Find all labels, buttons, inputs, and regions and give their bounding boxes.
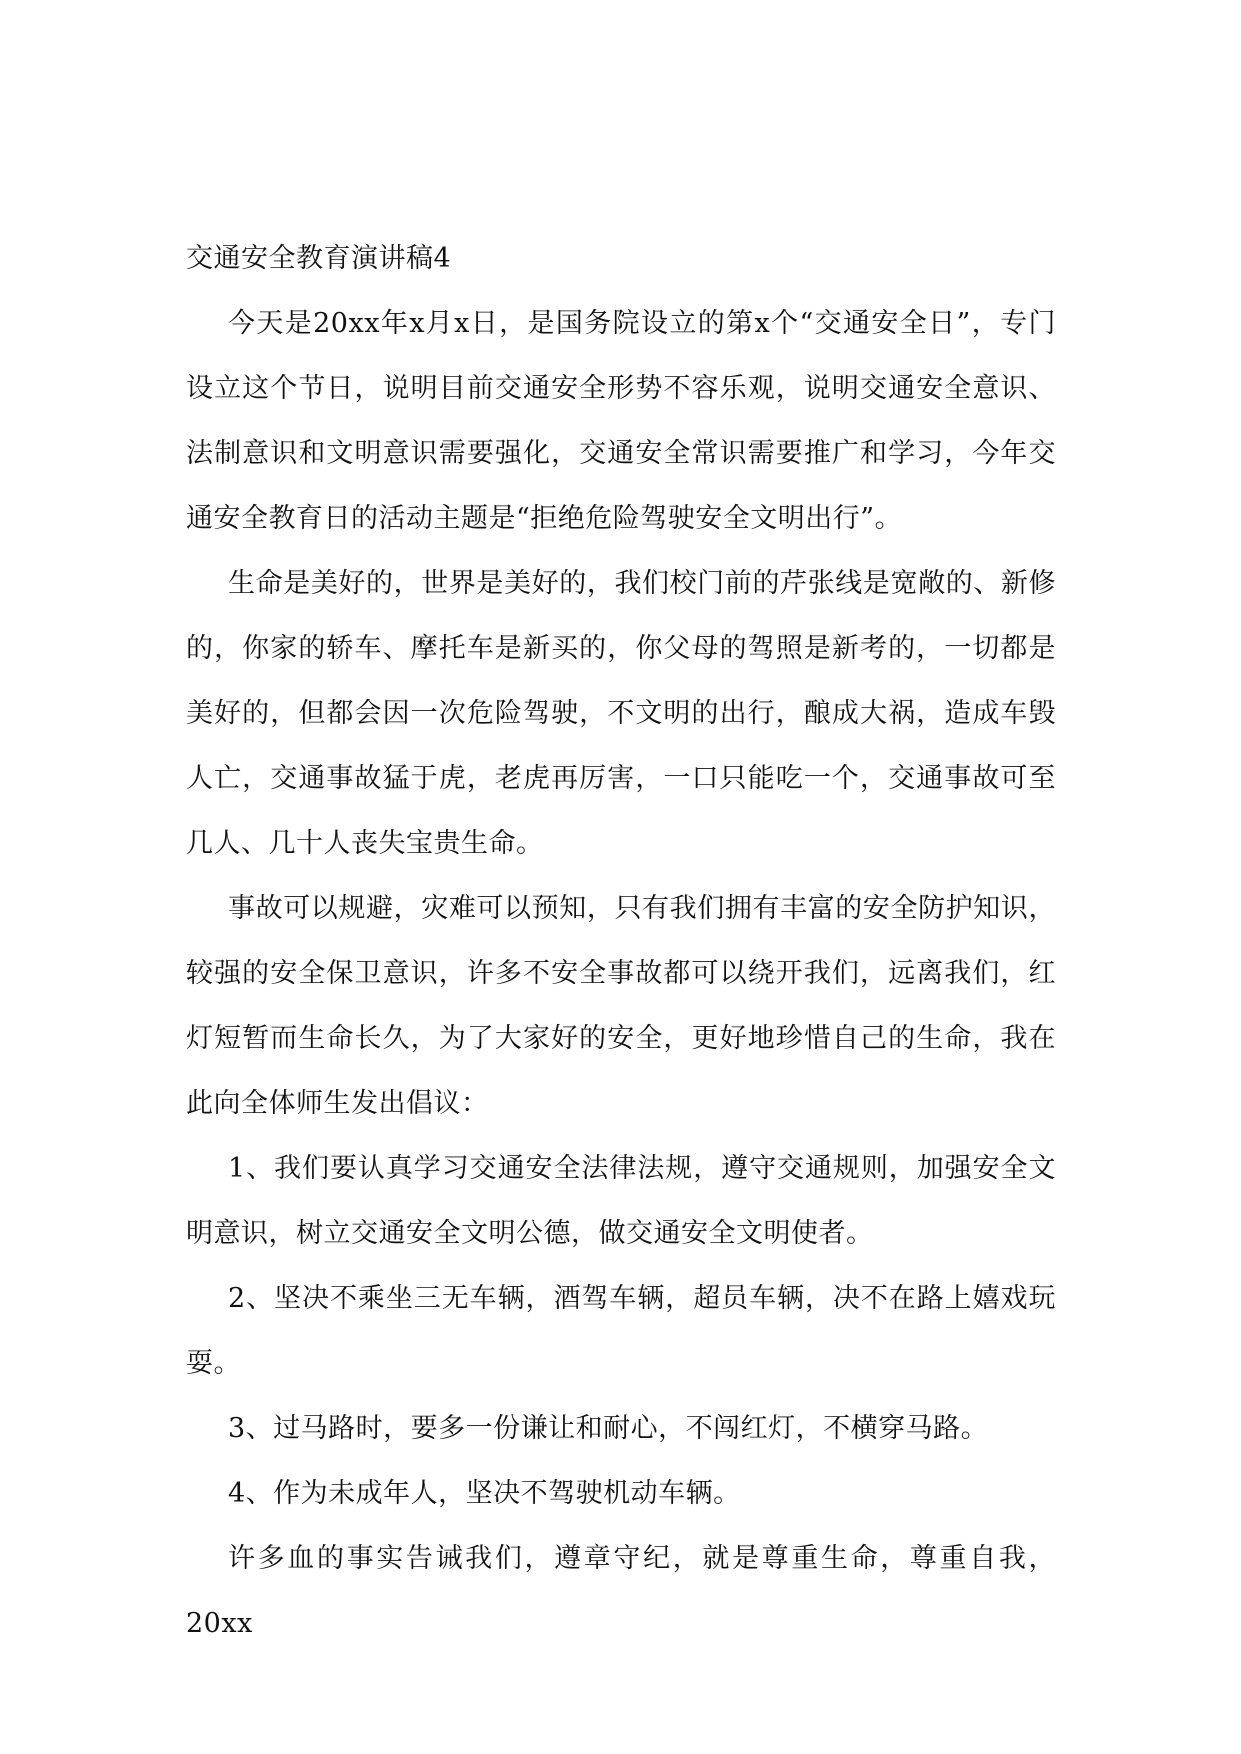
paragraph-closing: 许多血的事实告诫我们，遵章守纪，就是尊重生命，尊重自我，20xx [186, 1543, 1056, 1639]
proposal-item-3: 3、过马路时，要多一份谦让和耐心，不闯红灯，不横穿马路。 [228, 1413, 989, 1444]
paragraph-intro: 今天是20xx年x月x日，是国务院设立的第x个“交通安全日”，专门设立这个节日，说明目前交通安全形势不容乐观，说明交通安全意识、法制意识和文明意识需要强化，交通安全常识需要推广和学习，今年交通安全教育日的活动主题是“拒绝危险驾驶安全文明出行”。 [186, 308, 1056, 534]
proposal-item-2: 2、坚决不乘坐三无车辆，酒驾车辆，超员车辆，决不在路上嬉戏玩耍。 [186, 1283, 1056, 1379]
document-body [186, 226, 1056, 1656]
proposal-item-4: 4、作为未成年人，坚决不驾驶机动车辆。 [228, 1478, 741, 1509]
proposal-item-1: 1、我们要认真学习交通安全法律法规，遵守交通规则，加强安全文明意识，树立交通安全文明公德，做交通安全文明使者。 [186, 1153, 1056, 1249]
document-title: 交通安全教育演讲稿4 [186, 243, 452, 274]
paragraph-accident-prevention: 事故可以规避，灾难可以预知，只有我们拥有丰富的安全防护知识，较强的安全保卫意识，许多不安全事故都可以绕开我们，远离我们，红灯短暂而生命长久，为了大家好的安全，更好地珍惜自己的生命，我在此向全体师生发出倡议： [186, 893, 1056, 1119]
paragraph-life: 生命是美好的，世界是美好的，我们校门前的芹张线是宽敞的、新修的，你家的轿车、摩托车是新买的，你父母的驾照是新考的，一切都是美好的，但都会因一次危险驾驶，不文明的出行，酿成大祸，造成车毁人亡，交通事故猛于虎，老虎再厉害，一口只能吃一个，交通事故可至几人、几十人丧失宝贵生命。 [186, 568, 1056, 859]
